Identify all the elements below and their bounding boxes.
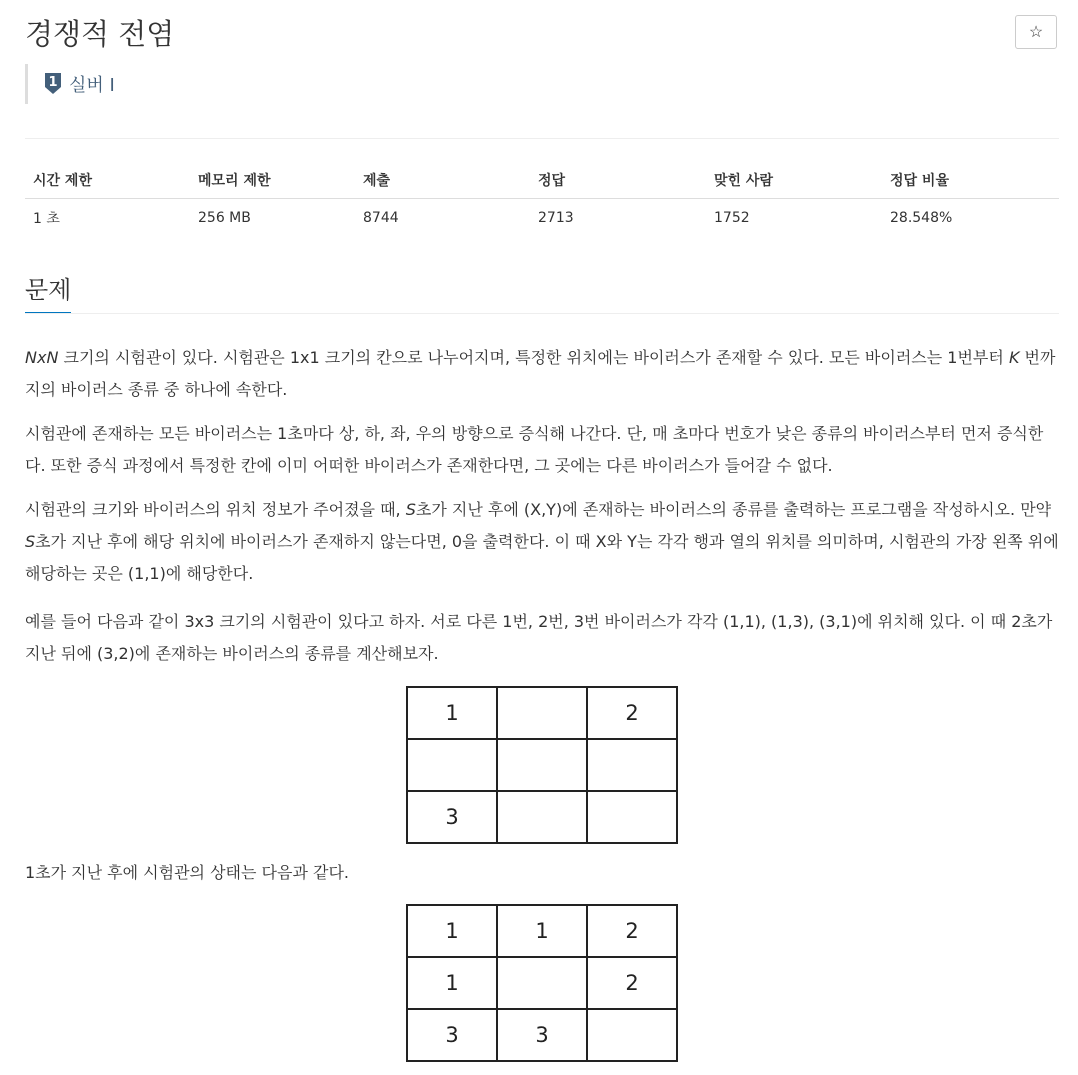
var-s: S <box>25 532 36 551</box>
tier-shield-icon <box>43 72 63 96</box>
grid-row <box>407 905 677 957</box>
grid-row <box>407 687 677 739</box>
grid-cell: 2 <box>587 687 677 739</box>
grid-cell <box>497 791 587 843</box>
text: 초가 지난 후에 (X,Y)에 존재하는 바이러스의 종류를 출력하는 프로그램을 작성하시오. 만약 <box>415 500 1052 519</box>
grid-cell: 3 <box>407 791 497 843</box>
grid-cell <box>497 957 587 1009</box>
description-paragraph-5: 1초가 지난 후에 시험관의 상태는 다음과 같다. <box>25 863 349 882</box>
var-k: K <box>1008 348 1020 367</box>
grid-cell: 1 <box>407 957 497 1009</box>
value-submissions: 8744 <box>363 210 399 226</box>
grid-row <box>407 791 677 843</box>
tier-badge-row <box>25 64 115 104</box>
header-memory-limit: 메모리 제한 <box>190 162 355 199</box>
grid-cell: 2 <box>587 905 677 957</box>
info-header-row <box>25 162 1059 199</box>
grid-row <box>407 957 677 1009</box>
header-time-limit: 시간 제한 <box>25 162 190 199</box>
grid-initial <box>406 686 678 844</box>
var-s: S <box>405 500 416 519</box>
value-ratio: 28.548% <box>890 210 953 226</box>
info-value-row <box>25 199 1059 238</box>
grid-cell <box>407 739 497 791</box>
grid-cell <box>587 791 677 843</box>
value-accepted: 2713 <box>538 210 574 226</box>
grid-cell <box>497 739 587 791</box>
grid-cell: 1 <box>407 905 497 957</box>
grid-row <box>407 1009 677 1061</box>
grid-cell <box>587 1009 677 1061</box>
grid-cell: 2 <box>587 957 677 1009</box>
text: 시험관의 크기와 바이러스의 위치 정보가 주어졌을 때, <box>25 500 406 519</box>
text: 번까지의 바이러스 종류 중 하나에 속한다. <box>25 348 1056 399</box>
grid-cell: 3 <box>497 1009 587 1061</box>
description-paragraph-3 <box>25 494 1059 590</box>
favorite-star-button[interactable] <box>1015 15 1057 49</box>
section-divider <box>25 313 1059 314</box>
problem-title: 경쟁적 전염 <box>25 17 175 51</box>
grid-cell: 1 <box>407 687 497 739</box>
text: 크기의 시험관이 있다. 시험관은 1x1 크기의 칸으로 나누어지며, 특정한 위치에는 바이러스가 존재할 수 있다. 모든 바이러스는 1번부터 <box>58 348 1009 367</box>
value-memory-limit: 256 MB <box>198 210 251 226</box>
value-time-limit: 1 초 <box>33 211 60 227</box>
header-ratio: 정답 비율 <box>882 162 1059 199</box>
section-title: 문제 <box>25 270 71 314</box>
grid-cell: 3 <box>407 1009 497 1061</box>
grid-cell <box>497 687 587 739</box>
var-nxn: NxN <box>25 348 59 367</box>
grid-cell: 1 <box>497 905 587 957</box>
divider <box>25 138 1059 139</box>
star-icon: ☆ <box>1028 24 1044 41</box>
header-submissions: 제출 <box>355 162 530 199</box>
text: 초가 지난 후에 해당 위치에 바이러스가 존재하지 않는다면, 0을 출력한다. 이 때 X와 Y는 각각 행과 열의 위치를 의미하며, 시험관의 가장 왼쪽 위에 해당하는 곳은 (1,1)에 해당한다. <box>25 532 1059 583</box>
description-paragraph-2: 시험관에 존재하는 모든 바이러스는 1초마다 상, 하, 좌, 우의 방향으로 증식해 나간다. 단, 매 초마다 번호가 낮은 종류의 바이러스부터 먼저 증식한다. 또한 증식 과정에서 특정한 칸에 이미 어떠한 바이러스가 존재한다면, 그 곳에는 다른 바이러스가 들어갈 수 없다. <box>25 424 1044 475</box>
grid-row <box>407 739 677 791</box>
grid-cell <box>587 739 677 791</box>
tier-label[interactable]: 실버 I <box>69 75 115 96</box>
description-paragraph-4: 예를 들어 다음과 같이 3x3 크기의 시험관이 있다고 하자. 서로 다른 1번, 2번, 3번 바이러스가 각각 (1,1), (1,3), (3,1)에 위치해 있다. 이 때 2초가 지난 뒤에 (3,2)에 존재하는 바이러스의 종류를 계산해보자. <box>25 612 1053 663</box>
header-accepted: 정답 <box>530 162 706 199</box>
tier-number: 1 <box>48 75 58 90</box>
problem-info-table <box>25 162 1059 237</box>
grid-after-1s <box>406 904 678 1062</box>
header-solvers: 맞힌 사람 <box>706 162 882 199</box>
value-solvers: 1752 <box>714 210 750 226</box>
description-paragraph-1 <box>25 342 1059 406</box>
